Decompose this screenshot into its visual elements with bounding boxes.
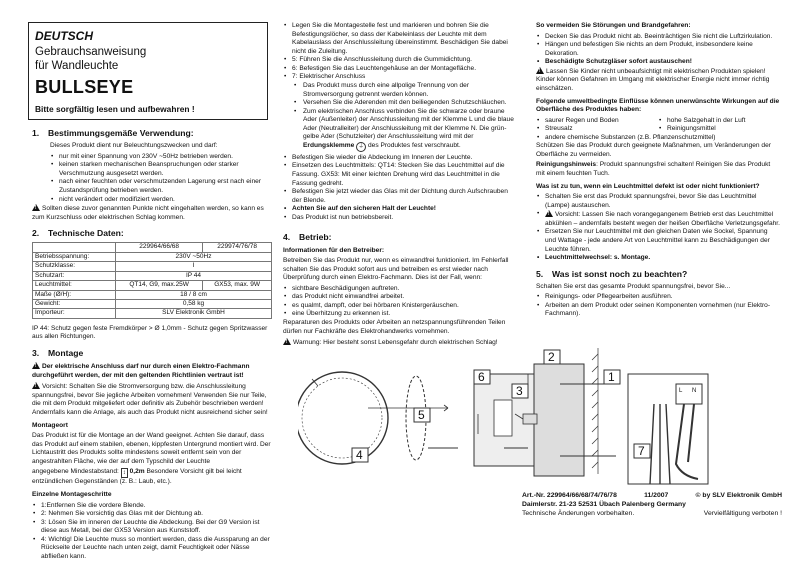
kids-warning: !Lassen Sie Kinder nicht unbeaufsichtigt mit elektrischen Produkten spielen! Kinder können Gefahren im Umgang mit elektrischer Energie nicht immer richtig einschätzen. [536, 67, 780, 94]
list-item: • Legen Sie die Montagestelle fest und markieren und bohren Sie die Befestigungslöcher, so dass der Kabeleinlass der Leuchte mit dem Kabelauslass der Anschlussleitung übereinstimmt. Beschädigen Sie dabei nicht die Zuleitung. [283, 22, 519, 56]
table-row: 229964/66/68 229974/76/78 [33, 243, 272, 252]
label-5 [414, 408, 430, 422]
section-3-heading: 3. Montage [32, 348, 84, 359]
list-item: • das Produkt nicht einwandfrei arbeitet. [283, 293, 519, 302]
svg-text:N: N [692, 388, 697, 394]
address: Daimlerstr. 21-23 52531 Übach Palenberg Germany [522, 500, 686, 508]
svg-text:4: 4 [356, 448, 363, 462]
doc-type: Gebrauchsanweisung [35, 45, 147, 58]
assembly-diagram [298, 344, 778, 492]
label-7 [634, 444, 650, 458]
label-2 [544, 350, 560, 364]
list-item: • Hängen und befestigen Sie nichts an dem Produkt, insbesondere keine Dekoration. [536, 41, 780, 58]
svg-text:6: 6 [478, 370, 485, 384]
mount-location-text: Das Produkt ist für die Montage an der Wand geeignet. Achten Sie darauf, dass das Produkt auf einem stabilen, ebenen, kippfesten Untergrund montiert wird. Der Lichtaustritt des Produkts sollte mindestens soweit entfernt sein von der angestrahlten Fläche, wie der auf dem Typschild der Leuchte [32, 432, 271, 465]
svg-text:L: L [679, 388, 683, 394]
list-item: • saurer Regen und Boden [536, 117, 658, 126]
warning-1: !Sollten diese zuvor genannten Punkte nicht eingehalten werden, so kann es zum Kurzschluss oder elektrischen Schlag kommen. [32, 204, 272, 222]
label-4 [352, 448, 368, 462]
list-item: !• Vorsicht: Lassen Sie nach vorangegangenem Betrieb erst das Leuchtmittel abkühlen – andernfalls besteht wegen der heißen Oberfläche Verletzungsgefahr. [536, 210, 780, 228]
table-row: Betriebsspannung: 230V ~50Hz [33, 252, 272, 261]
avoid-title: So vermeiden Sie Störungen und Brandgefahren: [536, 22, 691, 29]
list-item: • Befestigen Sie wieder die Abdeckung im Inneren der Leuchte. [283, 154, 519, 163]
list-item: • 3: Lösen Sie im inneren der Leuchte die Abdeckung. Bei der G9 Version ist diese aus Metall, bei der GX53 Version aus Kunststoff. [32, 519, 272, 536]
section-2-heading: 2. Technische Daten: [32, 228, 124, 239]
footer [522, 492, 782, 518]
list-item: • 4: Wichtig! Die Leuchte muss so montiert werden, dass die Aussparung an der Rückseite der Leuchte nach unten zeigt, damit Feuchtigkeit oder Nässe abfließen kann. [32, 536, 272, 562]
list-item: • Einsetzen des Leuchtmittels: QT14: Stecken Sie das Leuchtmittel auf die Fassung. GX53: Mit einer leichten Drehung wird das Leuchtmittel in die Fassung gedreht. [283, 162, 519, 188]
section-1-heading: 1. Bestimmungsgemäße Verwendung: [32, 128, 194, 138]
list-item: • es qualmt, dampft, oder bei hörbaren Knistergeräuschen. [283, 302, 519, 311]
list-item: • Decken Sie das Produkt nicht ab. Beeinträchtigen Sie nicht die Luftzirkulation. [536, 33, 780, 42]
column-1 [32, 122, 272, 561]
list-item: • keinen starken mechanischen Beanspruchungen oder starker Verschmutzung ausgesetzt werden. [50, 161, 272, 178]
list-item: • 1:Entfernen Sie die vordere Blende. [32, 502, 272, 511]
lamp-question: Was ist zu tun, wenn ein Leuchtmittel defekt ist oder nicht funktioniert? [536, 182, 760, 190]
ip-note: IP 44: Schutz gegen feste Fremdkörper > Ø 1,0mm - Schutz gegen Spritzwasser aus allen Richtungen. [32, 324, 268, 341]
distance-icon: ↕ [122, 470, 126, 477]
list-item: • Ersetzen Sie nur Leuchtmittel mit den gleichen Daten wie Sockel, Spannung und Wattage - jede andere Art von Leuchtmittel kann zu Beschädigungen der Leuchte führen. [536, 228, 780, 254]
repair-note: Reparaturen des Produkts oder Arbeiten an netzspannungsführenden Teilen dürfen nur Fachkräfte des Elektrohandwerks vornehmen. [283, 319, 506, 335]
table-row: Gewicht: 0,58 kg [33, 300, 272, 309]
mount-location-title: Montageort [32, 421, 68, 429]
list-item: • Das Produkt ist nun betriebsbereit. [283, 214, 519, 223]
sub-item: • Zum elektrischen Anschluss verbinden Sie die schwarze oder braune Ader (Außenleiter) der Anschlussleitung mit der Klemme L und die blaue Ader (Neutralleiter) der Anschlussleitung mit der Klemme N. Die grün-gelbe Ader (Schutzleiter) der Anschlussleitung wird mit der [283, 108, 519, 142]
article-number: Art.-Nr. 229964/66/68/74/76/78 [522, 492, 617, 499]
svg-text:7: 7 [638, 444, 645, 458]
list-item: • Reinigungsmittel [658, 125, 780, 134]
cleaning-note: Reinigungshinweis: Produkt spannungsfrei schalten! Reinigen Sie das Produkt mit einem feuchten Tuch. [536, 161, 771, 177]
sub-item: • Versehen Sie die Aderenden mit den beiliegenden Schutzschläuchen. [283, 99, 519, 108]
title-box [28, 22, 268, 120]
list-item: • Leuchtmittelwechsel: s. Montage. [536, 254, 780, 263]
warning-icon [32, 362, 40, 369]
table-row: Schutzart: IP 44 [33, 271, 272, 280]
copyright-note: Vervielfältigung verboten ! [703, 509, 782, 517]
ground-icon: ⏚ [358, 143, 365, 150]
svg-text:3: 3 [516, 384, 523, 398]
section-5-heading: 5. Was ist sonst noch zu beachten? [536, 268, 688, 279]
warning-icon [283, 338, 291, 345]
list-item: • 2: Nehmen Sie vorsichtig das Glas mit der Dichtung ab. [32, 510, 272, 519]
copyright-owner: © by SLV Elektronik GmbH [695, 492, 782, 499]
list-item: • Arbeiten an dem Produkt oder seinen Komponenten vornehmen (nur Elektro-Fachmann). [536, 302, 780, 319]
product-name: BULLSEYE [35, 77, 134, 98]
table-row: Importeur: SLV Elektronik GmbH [33, 309, 272, 318]
svg-text:5: 5 [418, 408, 425, 422]
warning-icon [32, 382, 40, 389]
label-6 [474, 370, 490, 384]
list-item: • eine Überhitzung zu erkennen ist. [283, 310, 519, 319]
column-3 [536, 22, 780, 319]
wall-hatch [592, 348, 598, 474]
operator-info-title: Informationen für den Betreiber: [283, 246, 385, 254]
steps-title: Einzelne Montageschritte [32, 490, 112, 498]
warning-icon [32, 204, 40, 211]
list-item: • Befestigen Sie jetzt wieder das Glas mit der Dichtung durch Aufschrauben der Blende. [283, 188, 519, 205]
tech-changes-note: Technische Änderungen vorbehalten. [522, 509, 635, 517]
table-row: Leuchtmittel: QT14, G9, max.25W GX53, max. 9W [33, 281, 272, 290]
read-note: Bitte sorgfältig lesen und aufbewahren ! [35, 103, 195, 114]
warning-shock: !Warnung: Hier besteht sonst Lebensgefahr durch elektrischen Schlag! [283, 338, 519, 348]
section-5-text: Schalten Sie erst das gesamte Produkt spannungsfrei, bevor Sie... [536, 282, 731, 290]
table-row: Maße (Ø/H): 18 / 8 cm [33, 290, 272, 299]
svg-text:1: 1 [608, 370, 615, 384]
sub-item: • Das Produkt muss durch eine allpolige Trennung von der Stromversorgung getrennt werden können. [283, 82, 519, 99]
list-item: • hohe Salzgehalt in der Luft [658, 117, 780, 126]
list-item: • 6: Befestigen Sie das Leuchtengehäuse an der Montagefläche. [283, 65, 519, 74]
list-item: • nur mit einer Spannung von 230V ~50Hz betrieben werden. [50, 153, 272, 162]
section-1-body: Dieses Produkt dient nur Beleuchtungszwecken und darf: • nur mit einer Spannung von 230V ~50Hz betrieben werden. • keinen starken mechanischen Beanspruchungen oder starker Verschmutzung ausgesetzt werden. • nach einer feuchten oder verschmutzenden Lagerung erst nach einer Zustandsprüfung betrieben werden. • nicht verändert oder modifiziert werden. [32, 142, 272, 204]
doc-date: 11/2007 [644, 492, 669, 499]
warning-icon [536, 67, 544, 74]
warning-power: !Vorsicht: Schalten Sie die Stromversorgung bzw. die Anschlussleitung spannungsfrei, bevor Sie jegliche Arbeiten vornehmen! Verwenden Sie nur Teile, die mit dem Produkt mitgeliefert oder definitiv als Zubehör beschrieben werden! Andernfalls kann die Anlage, als auch das Produkt nicht ausreichend sicher sein! [32, 382, 272, 417]
list-item: • nach einer feuchten oder verschmutzenden Lagerung erst nach einer Zustandsprüfung betrieben werden. [50, 178, 272, 195]
min-distance: angegebene Mindestabstand: ↕ 0,2m Besondere Vorsicht gilt bei leicht entzündlichen Gegenständen (z. B.: Laub, etc.). [32, 468, 242, 486]
language-label: DEUTSCH [35, 29, 94, 43]
label-1 [604, 370, 620, 384]
list-item: • Beschädigte Schutzgläser sofort austauschen! [536, 58, 780, 67]
env-text: Schützen Sie das Produkt durch geeignete Maßnahmen, um Veränderungen der Oberfläche zu vermeiden. [536, 142, 771, 158]
list-item: • 7: Elektrischer Anschluss [283, 73, 519, 82]
env-list [536, 117, 780, 134]
list-item: • nicht verändert oder modifiziert werden. [50, 196, 272, 205]
front-ring [298, 372, 388, 464]
product-type: für Wandleuchte [35, 59, 119, 72]
label-3 [512, 384, 528, 398]
list-item: • 5: Führen Sie die Anschlussleitung durch die Gummidichtung. [283, 56, 519, 65]
column-2 [283, 22, 519, 350]
svg-text:2: 2 [548, 350, 555, 364]
list-item: • andere chemische Substanzen (z.B. Pflanzenschutzmittel) [536, 134, 780, 143]
cover [494, 400, 512, 436]
list-item: • sichtbare Beschädigungen auftreten. [283, 285, 519, 294]
list-item: • Achten Sie auf den sicheren Halt der Leuchte! [283, 205, 519, 214]
section-4-heading: 4. Betrieb: [283, 232, 332, 243]
warning-electrician: !Der elektrische Anschluss darf nur durch einen Elektro-Fachmann durchgeführt werden, der mit den geltenden Richtlinien vertraut ist! [32, 362, 272, 380]
env-title: Folgende umweltbedingte Einflüsse können unerwünschte Wirkungen auf die Oberfläche des Produktes haben: [536, 97, 780, 114]
warning-icon [545, 210, 553, 217]
tech-data-table [32, 242, 272, 319]
list-item: • Schalten Sie erst das Produkt spannungsfrei, bevor Sie das Leuchtmittel (Lampe) austauschen. [536, 193, 780, 210]
ground-line: Erdungsklemme ⏚ des Produktes fest verschraubt. [303, 141, 461, 150]
operator-info-text: Betreiben Sie das Produkt nur, wenn es einwandfrei funktioniert. Im Fehlerfall schalten Sie das Produkt sofort aus und betreiben es erst wieder nach Überprüfung durch einen Elektro-Fachmann. Dies ist der Fall, wenn: [283, 257, 509, 282]
list-item: • Reinigungs- oder Pflegearbeiten ausführen. [536, 293, 780, 302]
list-item: • Streusalz [536, 125, 658, 134]
table-row: Schutzklasse: I [33, 262, 272, 271]
